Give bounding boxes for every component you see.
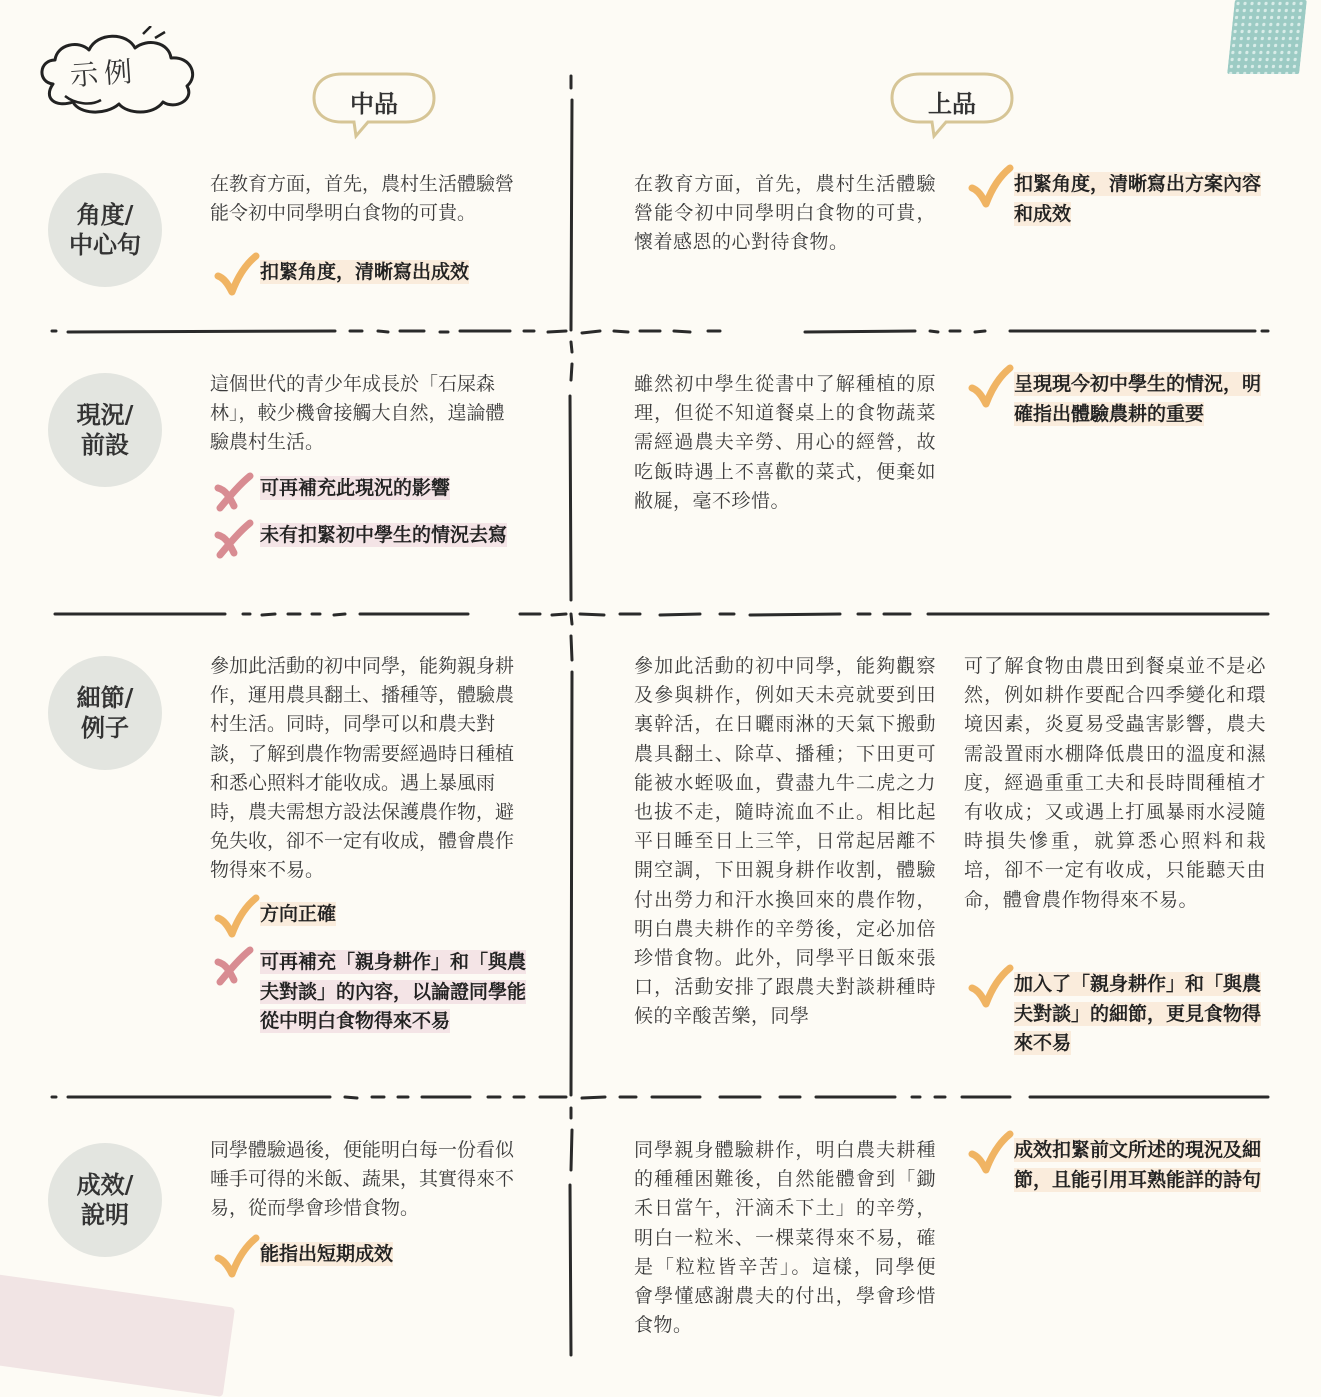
column-header-mid-label: 中品 bbox=[350, 89, 398, 118]
top-text-situation: 雖然初中學生從書中了解種植的原理，但從不知道餐桌上的食物蔬菜需經過農夫辛勞、用心的經營，故吃飯時遇上不喜歡的菜式，便棄如敝屣，毫不珍惜。 bbox=[634, 373, 936, 512]
mid-text-effect: 同學體驗過後，便能明白每一份看似唾手可得的米飯、蔬果，其實得來不易，從而學會珍惜食物。 bbox=[210, 1139, 515, 1220]
top-text-effect: 同學親身體驗耕作，明白農夫耕種的種種困難後，自然能體會到「鋤禾日當午，汗滴禾下土」的辛勞，明白一粒米、一棵菜得來不易，確是「粒粒皆辛苦」。這樣，同學便會學懂感謝農夫的付出，學會珍惜食物。 bbox=[634, 1139, 936, 1337]
row-label-effect: 成效/ 說明 bbox=[48, 1143, 162, 1257]
feedback-item bbox=[210, 258, 530, 298]
feedback-text: 可再補充此現況的影響 bbox=[260, 477, 451, 499]
check-icon bbox=[210, 1234, 260, 1280]
check-icon bbox=[210, 894, 260, 940]
cross-icon bbox=[210, 515, 260, 561]
check-icon bbox=[964, 364, 1014, 410]
feedback-item bbox=[964, 1136, 1268, 1195]
top-text-angle: 在教育方面，首先，農村生活體驗營能令初中同學明白食物的可貴，懷着感恩的心對待食物。 bbox=[634, 173, 936, 254]
top-text-details-continued: 可了解食物由農田到餐桌並不是必然，例如耕作要配合四季變化和環境因素，炎夏易受蟲害影響，農夫需設置雨水棚降低農田的溫度和濕度，經過重重工夫和長時間種植才有收成；又或遇上打風暴雨水浸隨時損失慘重，就算悉心照料和栽培，卻不一定有收成，只能聽天由命，體會農作物得來不易。 bbox=[964, 655, 1266, 911]
feedback-text: 成效扣緊前文所述的現況及細節，且能引用耳熟能詳的詩句 bbox=[1014, 1139, 1262, 1191]
feedback-item bbox=[964, 370, 1268, 429]
feedback-item bbox=[964, 970, 1268, 1059]
feedback-text: 扣緊角度，清晰寫出成效 bbox=[260, 261, 470, 283]
feedback-text: 能指出短期成效 bbox=[260, 1243, 394, 1265]
mid-text-details: 參加此活動的初中同學，能夠親身耕作，運用農具翻土、播種等，體驗農村生活。同時，同學可以和農夫對談，了解到農作物需要經過時日種植和悉心照料才能收成。遇上暴風雨時，農夫需想方設法保護農作物，避免失收，卻不一定有收成，體會農作物得來不易。 bbox=[210, 655, 515, 882]
check-icon bbox=[964, 164, 1014, 210]
row-label-situation: 現況/ 前設 bbox=[48, 373, 162, 487]
feedback-item bbox=[210, 1240, 530, 1280]
row-label-angle: 角度/ 中心句 bbox=[48, 173, 162, 287]
feedback-text: 扣緊角度，清晰寫出方案內容和成效 bbox=[1014, 173, 1262, 225]
feedback-text: 加入了「親身耕作」和「與農夫對談」的細節，更見食物得來不易 bbox=[1014, 973, 1262, 1054]
feedback-text: 呈現現今初中學生的情況，明確指出體驗農耕的重要 bbox=[1014, 373, 1262, 425]
check-icon bbox=[964, 964, 1014, 1010]
mid-text-situation: 這個世代的青少年成長於「石屎森林」，較少機會接觸大自然，遑論體驗農村生活。 bbox=[210, 373, 505, 454]
feedback-item bbox=[210, 948, 530, 1037]
mid-text-angle: 在教育方面，首先，農村生活體驗營能令初中同學明白食物的可貴。 bbox=[210, 173, 515, 225]
feedback-text: 方向正確 bbox=[260, 903, 337, 925]
feedback-item bbox=[210, 900, 530, 940]
feedback-item bbox=[964, 170, 1268, 229]
top-text-details: 參加此活動的初中同學，能夠觀察及參與耕作，例如天未亮就要到田裏幹活，在日曬雨淋的天氣下搬動農具翻土、除草、播種；下田更可能被水蛭吸血，費盡九牛二虎之力也拔不走，隨時流血不止。相比起平日睡至日上三竿，日常起居離不開空調，下田親身耕作收割，體驗付出勞力和汗水換回來的農作物，明白農夫耕作的辛勞後，定必加倍珍惜食物。此外，同學平日飯來張口，活動安排了跟農夫對談耕種時候的辛酸苦樂，同學 bbox=[634, 655, 936, 1028]
page-title: 示例 bbox=[69, 54, 140, 93]
check-icon bbox=[964, 1130, 1014, 1176]
cross-icon bbox=[210, 942, 260, 988]
check-icon bbox=[210, 252, 260, 298]
feedback-text: 未有扣緊初中學生的情況去寫 bbox=[260, 524, 508, 546]
feedback-item bbox=[210, 474, 530, 514]
column-header-top-label: 上品 bbox=[928, 89, 976, 118]
feedback-item bbox=[210, 521, 530, 561]
cross-icon bbox=[210, 468, 260, 514]
row-label-details: 細節/ 例子 bbox=[48, 656, 162, 770]
feedback-text: 可再補充「親身耕作」和「與農夫對談」的內容，以論證同學能從中明白食物得來不易 bbox=[260, 951, 527, 1032]
